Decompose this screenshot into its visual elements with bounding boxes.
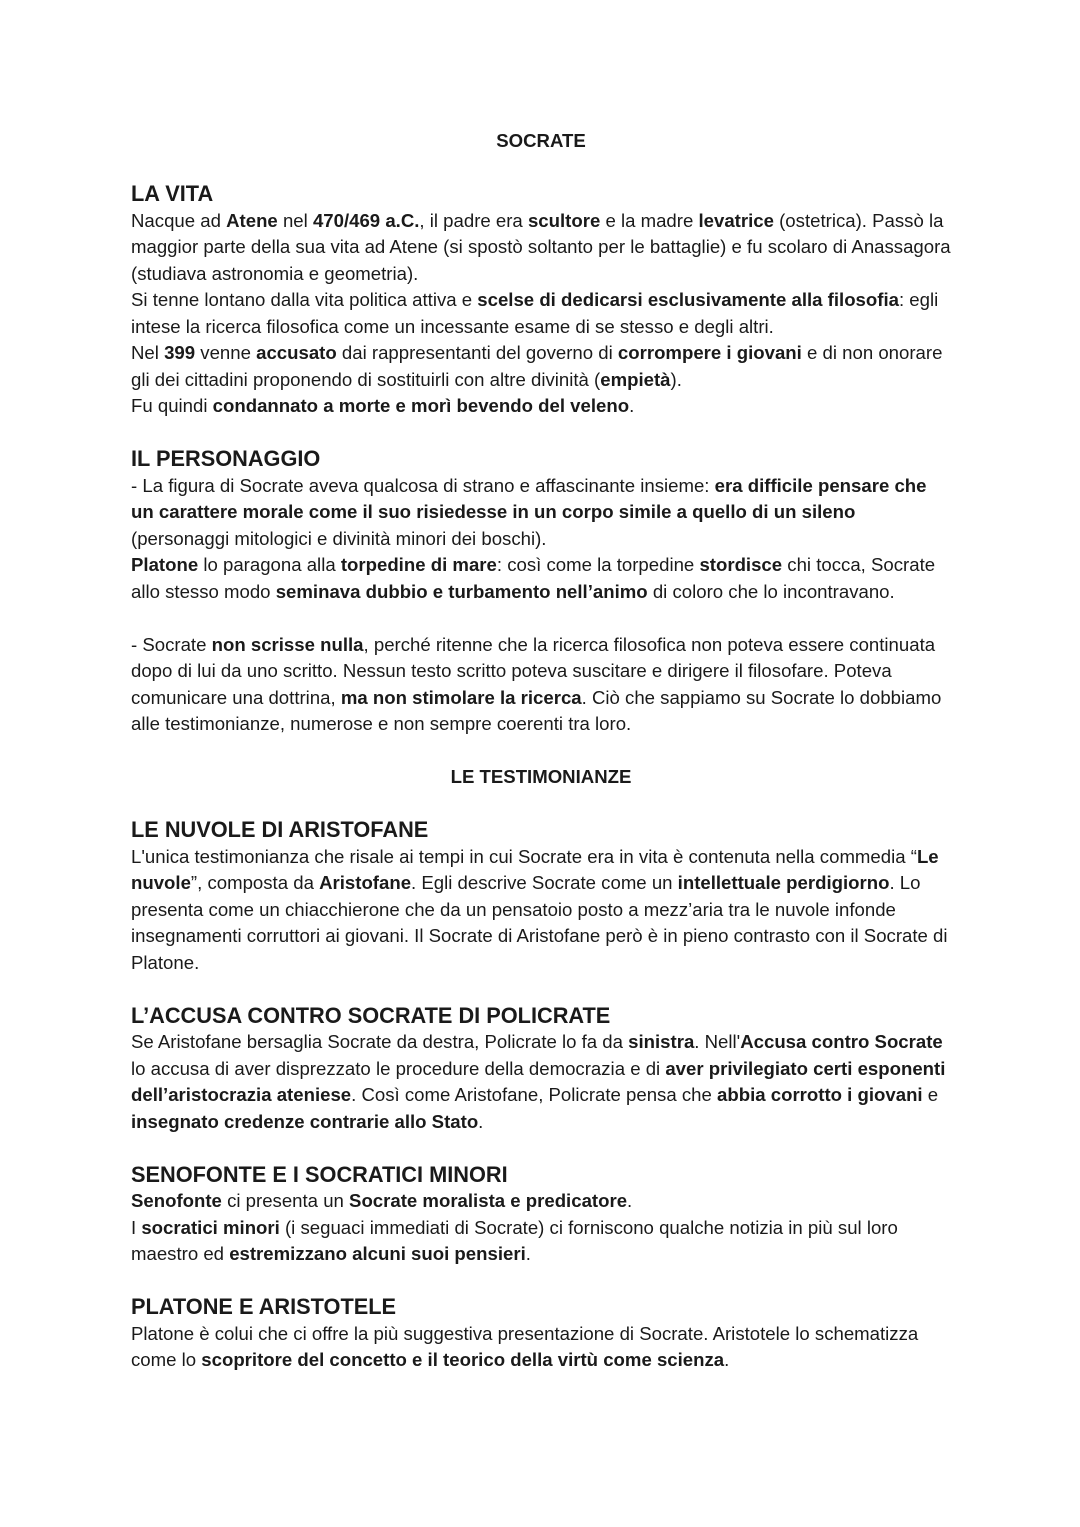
document-page [131,128,951,1374]
text-run: , perché ritenne che la ricerca filosofica non poteva essere continuata dopo di lui da uno scritto. Nessun testo scritto poteva suscitare e dirigere il filosofare. Poteva comunicare una dottrina, [131,633,936,708]
text-run: . [525,1243,531,1264]
bold-text: socratici minori [141,1216,280,1238]
text-run: . Così come Aristofane, Policrate pensa che [351,1084,718,1105]
bold-text: non scrisse nulla [211,633,364,655]
text-run: Se Aristofane bersaglia Socrate da destra, Policrate lo fa da [131,1031,629,1052]
bold-text: Accusa contro Socrate [740,1031,943,1052]
text-run: . [627,1190,633,1211]
bold-text: sinistra [628,1031,695,1052]
paragraph [131,844,951,977]
bold-text: Aristofane [319,872,412,893]
testimonianze-title: LE TESTIMONIANZE [450,766,632,787]
section-heading: PLATONE E ARISTOTELE [131,1294,397,1319]
text-run: . [629,395,635,416]
section-body [131,1029,951,1135]
section-body [131,844,951,977]
text-run: nel [277,209,313,231]
text-run: chi tocca, Socrate allo stesso modo [131,554,936,602]
bold-text: levatrice [698,209,774,231]
text-run: ). [670,368,682,390]
text-run: Si tenne lontano dalla vita politica attiva e [131,289,478,310]
paragraph [131,552,951,605]
text-run: - La figura di Socrate aveva qualcosa di strano e affascinante insieme: [131,474,715,496]
bold-text: era difficile pensare che un carattere morale come il suo risiedesse in un corpo simile a quello di un sileno [131,474,927,522]
bold-text: empietà [600,368,671,390]
text-run: Nacque ad [131,209,227,231]
text-run: Fu quindi [131,395,213,416]
text-run: e di non onorare gli dei cittadini proponendo di sostituirli con altre divinità ( [131,342,943,390]
paragraph [131,473,951,553]
text-run: . [478,1110,484,1132]
bold-text: accusato [256,342,337,363]
text-run: . Lo presenta come un chiacchierone che da un pensatoio posto a mezz’aria tra le nuvole infonde insegnamenti corruttori ai giovani. Il Socrate di Aristofane però è in pieno contrasto con il Socrate di Platone. [131,872,948,973]
paragraph [131,340,951,393]
text-run: L'unica testimonianza che risale ai tempi in cui Socrate era in vita è contenuta nella commedia “ [131,845,917,867]
paragraph [131,1029,951,1135]
section-personaggio [131,446,951,738]
section-body [131,208,951,420]
bold-text: Le nuvole [131,845,939,893]
document-title: SOCRATE [496,130,586,151]
paragraph [131,287,951,340]
bold-text: intellettuale perdigiorno [677,872,890,893]
section-accusa [131,1003,951,1136]
bold-text: abbia corrotto i giovani [717,1084,923,1105]
text-run: (personaggi mitologici e divinità minori dei boschi). [131,527,547,549]
text-run: - Socrate [131,633,212,655]
bold-text: stordisce [699,554,783,575]
paragraph [131,393,951,420]
bold-text: Senofonte [131,1190,222,1211]
text-run: . [724,1349,730,1370]
paragraph [131,1188,951,1215]
bold-text: corrompere i giovani [617,342,802,363]
bold-text: aver privilegiato certi esponenti dell’aristocrazia ateniese [131,1057,946,1105]
text-run: . Nell' [694,1031,741,1052]
text-run: venne [195,342,257,363]
section-senofonte [131,1162,951,1268]
bold-text: Socrate moralista e predicatore [349,1190,628,1211]
text-run: lo accusa di aver disprezzato le procedure della democrazia e di [131,1057,666,1079]
text-run: : egli intese la ricerca filosofica come un incessante esame di se stesso e degli altri. [131,289,939,337]
text-run: . Ciò che sappiamo su Socrate lo dobbiamo alle testimonianze, numerose e non sempre coerenti tra loro. [131,686,942,734]
bold-text: ma non stimolare la ricerca [340,686,582,708]
bold-text: condannato a morte e morì bevendo del veleno [212,395,630,416]
text-run: ”, composta da [190,872,320,893]
text-run: di coloro che lo incontravano. [647,580,895,602]
text-run: , il padre era [419,209,528,231]
text-run: lo paragona alla [198,554,341,575]
paragraph [131,208,951,288]
bold-text: 470/469 a.C. [312,209,420,231]
paragraph [131,1215,951,1268]
bold-text: estremizzano alcuni suoi pensieri [229,1243,526,1264]
section-nuvole [131,817,951,976]
bold-text: scelse di dedicarsi esclusivamente alla filosofia [477,289,899,310]
text-run: dai rappresentanti del governo di [336,342,618,363]
text-run: (i seguaci immediati di Socrate) ci forniscono qualche notizia in più sul loro maestro ed [131,1216,898,1264]
text-run: . Egli descrive Socrate come un [411,872,678,893]
bold-text: torpedine di mare [340,554,497,575]
section-heading: L’ACCUSA CONTRO SOCRATE DI POLICRATE [131,1002,611,1028]
section-heading: IL PERSONAGGIO [131,446,321,471]
text-run: Platone è colui che ci offre la più suggestiva presentazione di Socrate. Aristotele lo schematizza come lo [131,1322,919,1370]
text-run: (ostetrica). Passò la maggior parte della sua vita ad Atene (si spostò soltanto per le battaglie) e fu scolaro di Anassagora (studiava astronomia e geometria). [131,209,951,284]
section-platone [131,1294,951,1374]
text-run: Nel [131,342,165,363]
section-body [131,1188,951,1268]
text-run: e la madre [600,209,699,231]
text-run: I [131,1216,142,1238]
section-heading: LA VITA [131,181,214,206]
bold-text: seminava dubbio e turbamento nell’animo [275,580,648,602]
section-body [131,1321,951,1374]
text-run: e [922,1084,939,1105]
section-heading: SENOFONTE E I SOCRATICI MINORI [131,1161,508,1187]
bold-text: scultore [527,209,601,231]
bold-text: 399 [164,342,196,363]
paragraph [131,632,951,738]
bold-text: Atene [226,209,278,231]
text-run: : così come la torpedine [496,554,700,575]
bold-text: Platone [131,554,199,575]
section-body [131,473,951,738]
bold-text: insegnato credenze contrarie allo Stato [131,1110,479,1132]
section-heading: LE NUVOLE DI ARISTOFANE [131,817,429,842]
bold-text: scopritore del concetto e il teorico della virtù come scienza [201,1349,725,1370]
paragraph [131,1321,951,1374]
text-run: ci presenta un [221,1190,350,1211]
section-vita [131,181,951,420]
